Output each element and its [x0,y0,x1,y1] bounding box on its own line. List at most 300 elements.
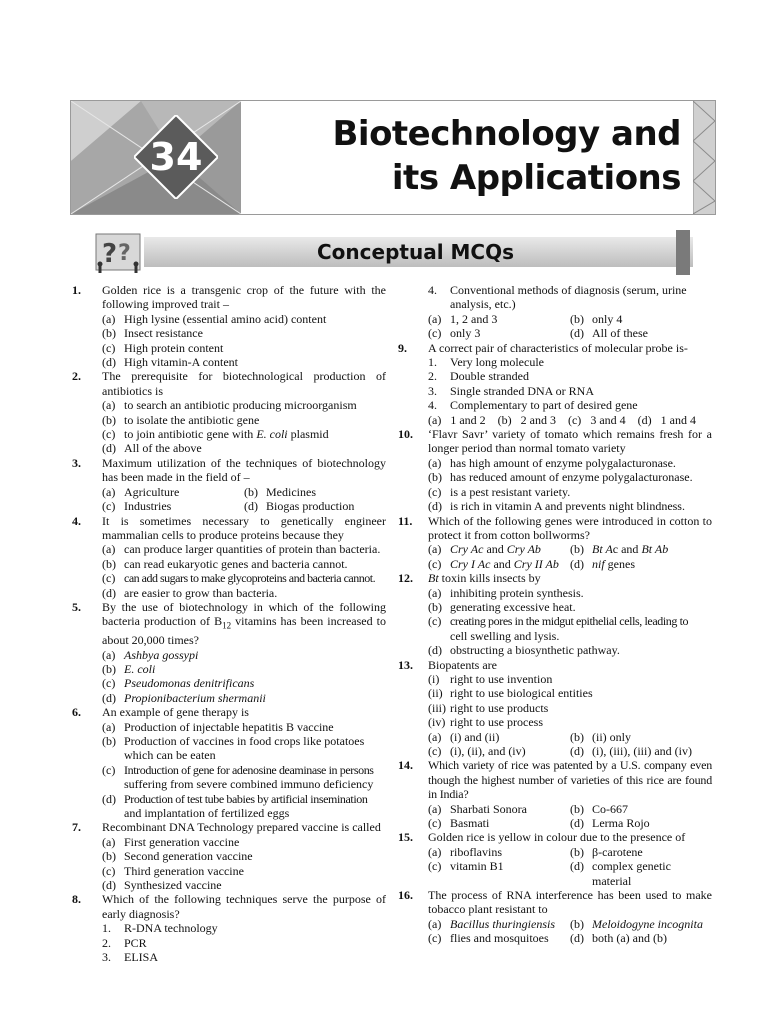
question-number: 10. [398,427,413,442]
option-a [102,485,244,499]
statement-3 [398,384,712,398]
option-c [398,485,712,499]
option-label: (d) [570,859,584,874]
question-text-italic: Bt [428,571,439,586]
option-b [244,485,386,499]
option-text: is a pest resistant variety. [450,484,571,499]
question-14 [398,758,712,801]
statement-text: right to use products [450,700,549,715]
option-label: (c) [567,412,582,427]
question-8 [72,892,386,921]
option-d [638,413,702,427]
option-c [428,816,570,830]
question-number: 16. [398,888,413,903]
option-text: Basmati [450,816,490,831]
question-text: Which of the following techniques serve the purpose of early diagnosis? [102,892,386,921]
option-text: High vitamin-A content [124,355,238,370]
option-label: (a) [428,455,442,470]
question-number: 12. [398,571,413,586]
option-c [428,931,570,945]
statement-1 [72,921,386,935]
option-text: 1, 2 and 3 [450,311,498,326]
option-a [428,730,570,744]
option-d [398,643,712,657]
option-text: only 4 [592,311,623,326]
option-label: (b) [570,542,584,557]
option-d-continued: and implantation of fertilized eggs [124,806,290,821]
question-12 [398,571,712,585]
statement-label: 3. [102,950,111,965]
option-label: (a) [102,834,116,849]
chapter-title-line-1: Biotechnology and [332,114,681,154]
statement-4 [398,398,712,412]
option-text [450,557,559,571]
option-d [570,859,712,888]
question-13 [398,658,712,672]
option-label: (d) [102,791,116,806]
question-text: ‘Flavr Savr’ variety of tomato which remains fresh for a longer period than normal tomato variety [428,427,712,456]
question-text: Biopatents are [428,657,497,672]
option-a [72,648,386,662]
option-text: All of the above [124,441,202,456]
option-text: riboflavins [450,844,502,859]
option-b [72,849,386,863]
question-6 [72,705,386,719]
statement-label: 4. [428,283,437,297]
option-label: (a) [428,412,442,427]
option-a [428,917,570,931]
option-label: (b) [570,916,584,931]
option-label: (b) [244,484,258,499]
gene-name: Cry II Ab [513,556,559,571]
statement-text: right to use process [450,715,543,730]
option-text: Ashbya gossypi [124,647,199,662]
option-a [428,312,570,326]
option-label: (a) [102,398,116,413]
option-text: Biogas production [266,499,355,514]
gene-name: nif [592,556,605,571]
statement-text: Very long molecule [450,355,544,370]
question-text-subscript: 12 [222,620,232,631]
question-text: Which variety of rice was patented by a U.S. company even though the highest number of varieties of this rice are found in India? [428,758,712,802]
option-c [102,499,244,513]
statement-label: 1. [428,355,437,370]
question-4 [72,514,386,543]
option-c [72,571,386,585]
option-label: (d) [428,499,442,514]
question-text: Golden rice is a transgenic crop of the future with the following improved trait – [102,283,386,312]
question-text: The process of RNA interference has been used to make tobacco plant resistant to [428,888,712,917]
option-d [570,931,712,945]
gene-name: Bt Ab [641,542,669,557]
question-text: Maximum utilization of the techniques of biotechnology has been made in the field of – [102,455,386,485]
statement-label: 2. [102,935,111,950]
option-d [570,744,712,758]
statement-text: Double stranded [450,369,529,384]
statement-i [398,672,712,686]
option-c [72,427,386,441]
chapter-title [333,112,682,200]
option-text: has high amount of enzyme polygalacturonase. [450,455,676,470]
option-label: (b) [570,729,584,744]
option-d [570,326,712,340]
option-text: 2 and 3 [520,412,556,427]
option-text: Production of vaccines in food crops like potatoes [124,733,365,748]
option-a [72,542,386,556]
statement-label: (iv) [428,715,446,730]
statement-4 [398,283,712,297]
option-b [570,312,712,326]
option-text-part: to join antibiotic gene with [124,427,257,442]
question-10 [398,427,712,456]
option-label: (c) [428,326,442,341]
option-label: (c) [102,427,116,442]
option-text: vitamin B1 [450,859,504,874]
option-c [398,614,712,628]
option-text: are easier to grow than bacteria. [124,585,278,600]
option-label: (d) [102,441,116,456]
option-c-continued: suffering from severe combined immuno deficiency [124,777,374,792]
gene-name-suffix: c [612,542,619,557]
option-text: Co-667 [592,801,628,816]
option-b [72,413,386,427]
option-a [398,586,712,600]
question-number: 4. [72,513,81,528]
option-label: (b) [102,556,116,571]
option-text: Meloidogyne incognita [592,916,703,931]
option-label: (a) [102,542,116,557]
option-label: (a) [428,844,442,859]
option-text-italic: E. coli [256,427,288,442]
statement-1 [398,355,712,369]
option-text: complex genetic material [592,859,671,888]
option-text: Synthesized vaccine [124,878,222,893]
svg-text:?: ? [102,239,118,269]
option-label: (b) [102,661,116,676]
option-text: obstructing a biosynthetic pathway. [450,643,620,658]
option-text: Production of test tube babies by artificial insemination [124,791,368,806]
chapter-header [70,100,716,215]
statement-2 [398,369,712,383]
questions-left-column [72,283,386,964]
option-text: Lerma Rojo [592,816,650,831]
question-text-part: vitamins has been increased to about 20,000 times? [102,614,386,648]
gene-name: Bt A [592,542,613,557]
option-label: (a) [102,719,116,734]
question-2 [72,369,386,398]
question-number: 13. [398,657,413,672]
option-text: to isolate the antibiotic gene [124,412,260,427]
question-text: The prerequisite for biotechnological production of antibiotics is [102,369,386,398]
option-label: (b) [428,599,442,614]
option-c [428,744,570,758]
options-row [398,557,712,571]
option-label: (a) [428,801,442,816]
question-number: 1. [72,283,81,297]
option-label: (c) [102,499,116,514]
option-text: Introduction of gene for adenosine deaminase in persons [124,762,374,777]
option-text: creating pores in the midgut epithelial cells, leading to [450,614,689,629]
statement-text: PCR [124,935,147,950]
options-row [398,326,712,340]
statement-label: 3. [428,383,437,398]
option-b [570,802,712,816]
question-figures-icon [90,230,144,275]
option-b [72,734,386,748]
option-text: Insect resistance [124,326,203,341]
option-text: can produce larger quantities of protein than bacteria. [124,542,381,557]
gene-name: Cry Ab [506,542,541,557]
question-5 [72,600,386,648]
option-label: (a) [428,311,442,326]
option-label: (b) [570,844,584,859]
option-text: both (a) and (b) [592,931,667,946]
option-b-continued: which can be eaten [124,748,216,763]
option-text: Pseudomonas denitrificans [124,676,255,691]
question-1 [72,283,386,312]
option-a [428,413,492,427]
option-label: (c) [428,484,442,499]
question-number: 14. [398,758,413,773]
option-label: (d) [570,326,584,341]
statement-ii [398,686,712,700]
question-text-part: By the use of biotechnology in which of the following bacteria production of B [102,599,386,629]
questions-right-column [398,283,712,946]
option-a [72,835,386,849]
option-d [570,816,712,830]
chapter-header-edge-decoration [693,101,715,214]
option-label: (b) [428,470,442,485]
option-d [72,355,386,369]
option-b [570,542,712,556]
option-text: High lysine (essential amino acid) content [124,311,327,326]
option-b [72,557,386,571]
option-text [592,557,635,571]
question-number: 9. [398,340,407,355]
statement-iii [398,701,712,715]
option-text: inhibiting protein synthesis. [450,585,584,600]
statement-label: 1. [102,921,111,936]
option-d [72,441,386,455]
option-b [570,845,712,859]
option-text: Agriculture [124,484,180,499]
conjunction: and [483,542,507,557]
statement-4-continued: analysis, etc.) [450,297,516,312]
question-number: 8. [72,892,81,907]
option-label: (c) [428,931,442,946]
option-label: (b) [102,326,116,341]
options-row [72,485,386,499]
option-c [428,326,570,340]
option-label: (a) [102,484,116,499]
option-label: (a) [428,729,442,744]
question-15 [398,830,712,844]
option-a [72,720,386,734]
statement-2 [72,936,386,950]
option-label: (c) [102,571,116,586]
option-text: can add sugars to make glycoproteins and bacteria cannot. [124,571,376,586]
option-label: (d) [102,355,116,370]
option-label: (d) [244,499,258,514]
statement-label: 2. [428,369,437,384]
option-label: (c) [428,614,442,629]
question-number: 15. [398,830,413,845]
option-d [72,691,386,705]
option-text-part: plasmid [287,427,329,442]
options-row [398,816,712,830]
option-text: E. coli [124,661,156,676]
options-row [398,802,712,816]
question-16 [398,888,712,917]
statement-text: Complementary to part of desired gene [450,398,638,413]
option-label: (b) [102,849,116,864]
option-a [428,845,570,859]
option-text: flies and mosquitoes [450,931,549,946]
conjunction: and [490,556,514,571]
option-text: can read eukaryotic genes and bacteria cannot. [124,556,348,571]
option-label: (d) [428,643,442,658]
option-d [398,499,712,513]
option-text: Production of injectable hepatitis B vaccine [124,719,334,734]
section-title: Conceptual MCQs [317,240,514,264]
option-d [72,792,386,806]
option-label: (a) [428,542,442,557]
option-text: only 3 [450,326,481,341]
conjunction: and [618,542,642,557]
options-row [398,931,712,945]
question-number: 6. [72,705,81,720]
options-row [398,859,712,888]
option-b [398,470,712,484]
question-number: 7. [72,820,81,835]
option-label: (b) [497,412,512,427]
statement-label: (i) [428,671,440,686]
option-label: (c) [102,762,116,777]
option-a [428,542,570,556]
question-text: Golden rice is yellow in colour due to the presence of [428,830,686,845]
option-label: (d) [102,878,116,893]
statement-iv [398,715,712,729]
options-row [398,845,712,859]
options-row [398,917,712,931]
option-label: (c) [102,340,116,355]
option-label: (c) [428,556,442,571]
option-text [592,542,668,556]
option-b [570,730,712,744]
option-d [244,499,386,513]
option-c [72,864,386,878]
option-label: (d) [570,816,584,831]
option-c [428,859,570,888]
option-text: generating excessive heat. [450,599,576,614]
option-label: (c) [428,816,442,831]
options-row [398,744,712,758]
option-label: (a) [102,647,116,662]
option-text: is rich in vitamin A and prevents night blindness. [450,499,685,514]
statement-text: Single stranded DNA or RNA [450,383,594,398]
question-number: 11. [398,513,413,528]
question-11 [398,514,712,543]
option-label: (b) [570,801,584,816]
option-text: 3 and 4 [590,412,626,427]
option-a [428,802,570,816]
question-text [428,571,712,585]
option-text: Medicines [266,484,316,499]
chapter-number: 34 [149,135,203,179]
question-text-part: toxin kills insects by [438,571,541,586]
option-label: (b) [570,311,584,326]
option-a [72,312,386,326]
options-row [72,499,386,513]
statement-text: right to use biological entities [450,686,593,701]
statement-text: ELISA [124,950,158,965]
question-number: 5. [72,599,81,614]
statement-text: Conventional methods of diagnosis (serum, urine [450,283,687,297]
option-d [72,878,386,892]
option-text: to search an antibiotic producing microorganism [124,398,357,413]
option-label: (c) [428,744,442,758]
question-text: It is sometimes necessary to genetically engineer mammalian cells to produce proteins because they [102,513,386,542]
option-b [72,326,386,340]
option-text: β-carotene [592,844,643,859]
options-row [398,312,712,326]
option-text: Sharbati Sonora [450,801,527,816]
question-3 [72,456,386,485]
statement-label: (ii) [428,686,443,701]
options-row [398,542,712,556]
option-label: (b) [102,733,116,748]
option-text: 1 and 2 [450,412,486,427]
option-label: (d) [102,585,116,600]
option-text: Second generation vaccine [124,849,253,864]
option-b [398,600,712,614]
question-number: 2. [72,369,81,384]
statement-label: 4. [428,398,437,413]
option-text: (i), (ii), and (iv) [450,744,526,758]
option-c-continued: cell swelling and lysis. [450,628,560,643]
option-text [124,427,386,441]
question-text: Which of the following genes were introduced in cotton to protect it from cotton bollworms? [428,513,712,542]
option-b [72,662,386,676]
svg-text:?: ? [118,241,131,266]
option-text: Bacillus thuringiensis [450,916,555,931]
option-text: Propionibacterium shermanii [124,690,266,705]
option-label: (d) [102,690,116,705]
option-d [570,557,712,571]
option-a [72,398,386,412]
statement-3 [72,950,386,964]
option-text: (i) and (ii) [450,729,500,744]
option-text: Industries [124,499,172,514]
statement-text: R-DNA technology [124,921,218,936]
option-c [568,413,632,427]
option-c [72,676,386,690]
option-text: Third generation vaccine [124,863,244,878]
option-text: (ii) only [592,729,631,744]
option-label: (a) [428,585,442,600]
option-b [570,917,712,931]
statement-label: (iii) [428,700,446,715]
option-text: 1 and 4 [660,412,696,427]
option-c [72,763,386,777]
option-c [72,341,386,355]
question-7 [72,820,386,834]
option-a [398,456,712,470]
question-text [102,600,386,648]
question-number: 3. [72,455,81,470]
question-text: An example of gene therapy is [102,705,249,720]
option-text: High protein content [124,340,224,355]
